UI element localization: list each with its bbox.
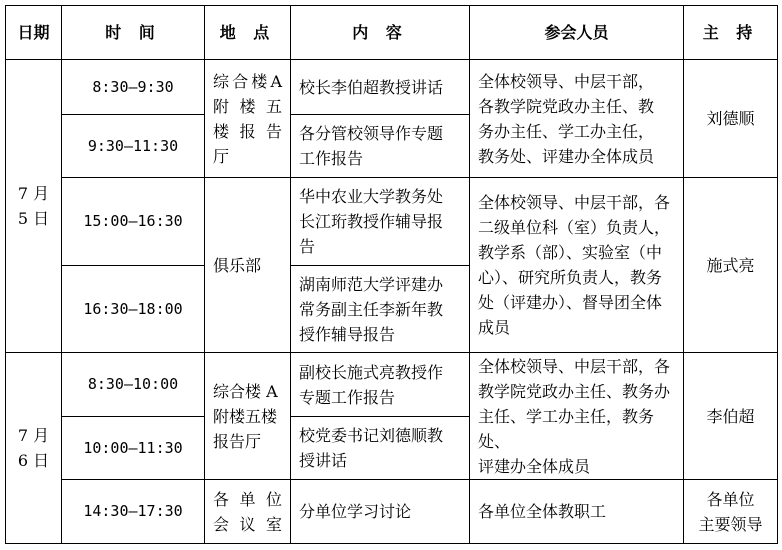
content-cell: 分单位学习讨论 [291,480,470,544]
participants-cell: 全体校领导、中层干部，各 教学院党政办主任、教务办 主任、学工办主任，教务处、 评建办全体成员 [470,353,684,480]
host-cell: 李伯超 [684,353,778,480]
content-cell: 湖南师范大学评建办 常务副主任李新年教 授作辅导报告 [291,266,470,353]
content-cell: 华中农业大学教务处 长江珩教授作辅导报 告 [291,178,470,266]
header-place: 地 点 [205,6,291,60]
host-cell: 施式亮 [684,178,778,353]
time-cell: 14:30—17:30 [62,480,205,544]
header-date: 日期 [6,6,62,60]
date-cell-day2: 7 月 6 日 [6,353,62,544]
table-row [6,60,778,115]
content-cell: 校党委书记刘德顺教 授讲话 [291,417,470,480]
time-cell: 16:30—18:00 [62,266,205,353]
time-cell: 8:30—10:00 [62,353,205,417]
table-row [6,480,778,544]
header-row [6,6,778,60]
participants-cell: 各单位全体教职工 [470,480,684,544]
table-row [6,353,778,417]
content-cell: 副校长施式亮教授作 专题工作报告 [291,353,470,417]
time-cell: 15:00—16:30 [62,178,205,266]
time-cell: 9:30—11:30 [62,115,205,178]
host-cell: 各单位 主要领导 [684,480,778,544]
date-cell-day1: 7 月 5 日 [6,60,62,353]
content-cell: 校长李伯超教授讲话 [291,60,470,115]
time-cell: 10:00—11:30 [62,417,205,480]
header-content: 内 容 [291,6,470,60]
place-cell: 各单位 会议室 [205,480,291,544]
host-cell: 刘德顺 [684,60,778,178]
table-row [6,178,778,266]
header-time: 时 间 [62,6,205,60]
place-cell: 综合楼 A 附楼五楼 报告厅 [205,353,291,480]
header-host: 主 持 [684,6,778,60]
time-cell: 8:30—9:30 [62,60,205,115]
schedule-table [5,5,778,544]
participants-cell: 全体校领导、中层干部，各 二级单位科（室）负责人， 教学系（部）、实验室（中 心）、研究所负责人，教务 处（评建办）、督导团全体 成员 [470,178,684,353]
place-cell: 综合楼A 附楼五 楼报告 厅 [205,60,291,178]
participants-cell: 全体校领导、中层干部， 各教学院党政办主任、教 务办主任、学工办主任， 教务处、评建办全体成员 [470,60,684,178]
content-cell: 各分管校领导作专题 工作报告 [291,115,470,178]
header-participants: 参会人员 [470,6,684,60]
place-cell: 俱乐部 [205,178,291,353]
